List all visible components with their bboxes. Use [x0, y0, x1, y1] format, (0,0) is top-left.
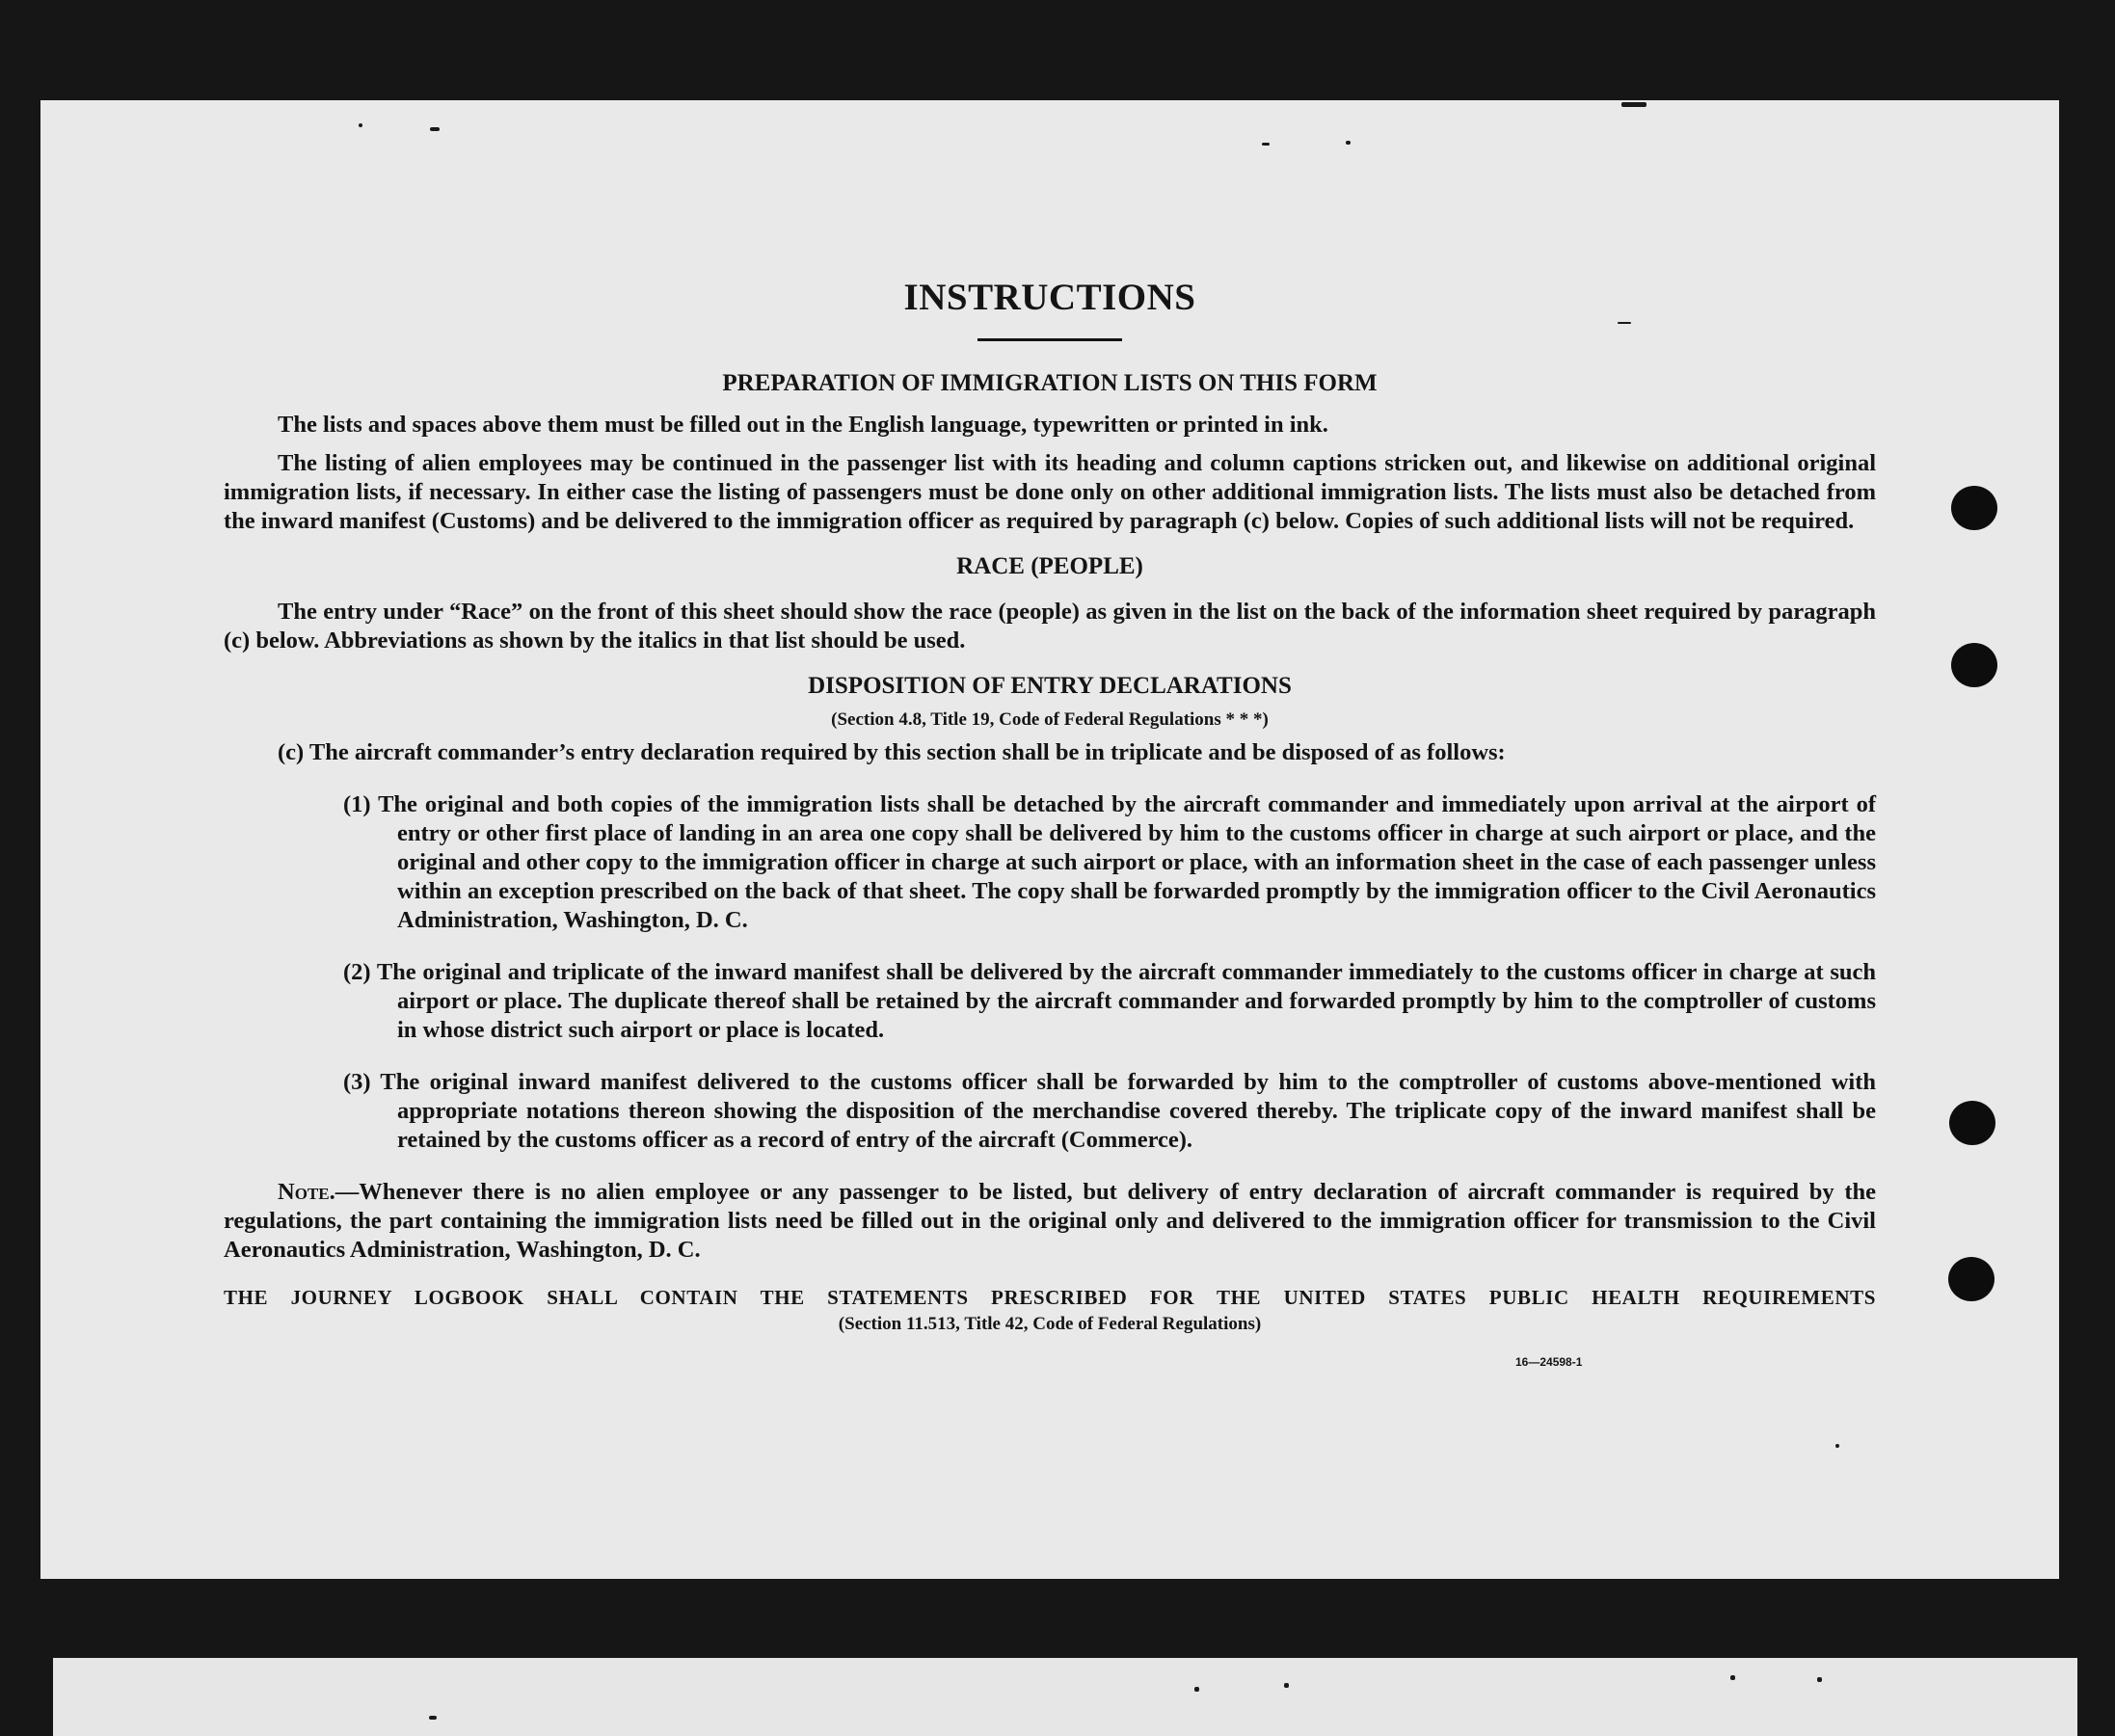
note-text: —Whenever there is no alien employee or any passenger to be listed, but delivery of entry declaration of aircraft commander is required by the regulations, the part containing the immigration lists need be filled out in the original only and delivered to the immigration officer for transmission to the Civil Aeronautics Administration, Washington, D. C.: [224, 1179, 1876, 1263]
list-item: (3) The original inward manifest delivered to the customs officer shall be forwarded by him to the comptroller of customs above-mentioned with appropriate notations thereon showing the disposition of the merchandise covered thereby. The triplicate copy of the inward manifest shall be retained by the customs officer as a record of entry of the aircraft (Commerce).: [343, 1069, 1876, 1153]
section-citation: (Section 4.8, Title 19, Code of Federal Regulations * * *): [831, 709, 1269, 730]
health-requirements-statement: THE JOURNEY LOGBOOK SHALL CONTAIN THE STATEMENTS PRESCRIBED FOR THE UNITED STATES PUBLIC HEALTH REQUIREMENTS: [224, 1286, 1876, 1309]
list-item: (1) The original and both copies of the immigration lists shall be detached by the aircraft commander and immediately upon arrival at the airport of entry or other first place of landing in an area one copy shall be delivered by him to the customs officer in charge at such airport or place, and the original and other copy to the immigration officer in charge at such airport or place, with an information sheet in the case of each passenger unless within an exception prescribed on the back of that sheet. The copy shall be forwarded promptly by the immigration officer to the Civil Aeronautics Administration, Washington, D. C.: [343, 791, 1876, 933]
section-heading-disposition: DISPOSITION OF ENTRY DECLARATIONS: [808, 673, 1292, 699]
scan-speck: [359, 123, 362, 127]
form-number: 16—24598-1: [1515, 1355, 1583, 1369]
scan-speck: [430, 127, 440, 131]
next-page-edge: [53, 1658, 2077, 1736]
health-requirements-citation: (Section 11.513, Title 42, Code of Federal Regulations): [838, 1314, 1262, 1334]
scan-speck: [1284, 1683, 1289, 1688]
punch-hole: [1949, 1101, 1995, 1145]
note-label: Note.: [278, 1179, 335, 1205]
scan-speck: [1817, 1677, 1822, 1682]
scan-speck: [1835, 1444, 1839, 1448]
section-heading-race: RACE (PEOPLE): [956, 553, 1143, 579]
scan-speck: [1730, 1675, 1735, 1680]
paragraph-language: The lists and spaces above them must be filled out in the English language, typewritten or printed in ink.: [278, 412, 1328, 438]
punch-hole: [1951, 643, 1997, 687]
scan-speck: [1194, 1687, 1199, 1692]
paragraph-race: The entry under “Race” on the front of this sheet should show the race (people) as given in the list on the back of the information sheet required by paragraph (c) below. Abbreviations as shown by the italics in that list should be used.: [224, 599, 1876, 654]
page-title: INSTRUCTIONS: [903, 277, 1196, 318]
paragraph-alien-employees: The listing of alien employees may be continued in the passenger list with its heading and column captions stricken out, and likewise on additional original immigration lists, if necessary. In either case the listing of passengers must be done only on other additional immigration lists. The lists must also be detached from the inward manifest (Customs) and be delivered to the immigration officer as required by paragraph (c) below. Copies of such additional lists will not be required.: [224, 450, 1876, 534]
scan-speck: [1262, 143, 1270, 146]
scan-speck: [429, 1716, 437, 1720]
punch-hole: [1948, 1257, 1995, 1301]
paragraph-c-intro: (c) The aircraft commander’s entry declaration required by this section shall be in triplicate and be disposed of as follows:: [278, 739, 1506, 765]
punch-hole: [1951, 486, 1997, 530]
scan-speck: [1346, 141, 1351, 145]
note-paragraph: [224, 1178, 1876, 1265]
list-item: (2) The original and triplicate of the inward manifest shall be delivered by the aircraft commander immediately to the customs officer in charge at such airport or place. The duplicate thereof shall be retained by the aircraft commander and forwarded promptly by him to the comptroller of customs in whose district such airport or place is located.: [343, 959, 1876, 1043]
scan-speck: [1621, 102, 1646, 107]
instructions-content: [224, 177, 1876, 1335]
title-rule: [977, 338, 1122, 341]
section-heading-preparation: PREPARATION OF IMMIGRATION LISTS ON THIS FORM: [722, 370, 1378, 396]
document-page: [40, 100, 2059, 1579]
